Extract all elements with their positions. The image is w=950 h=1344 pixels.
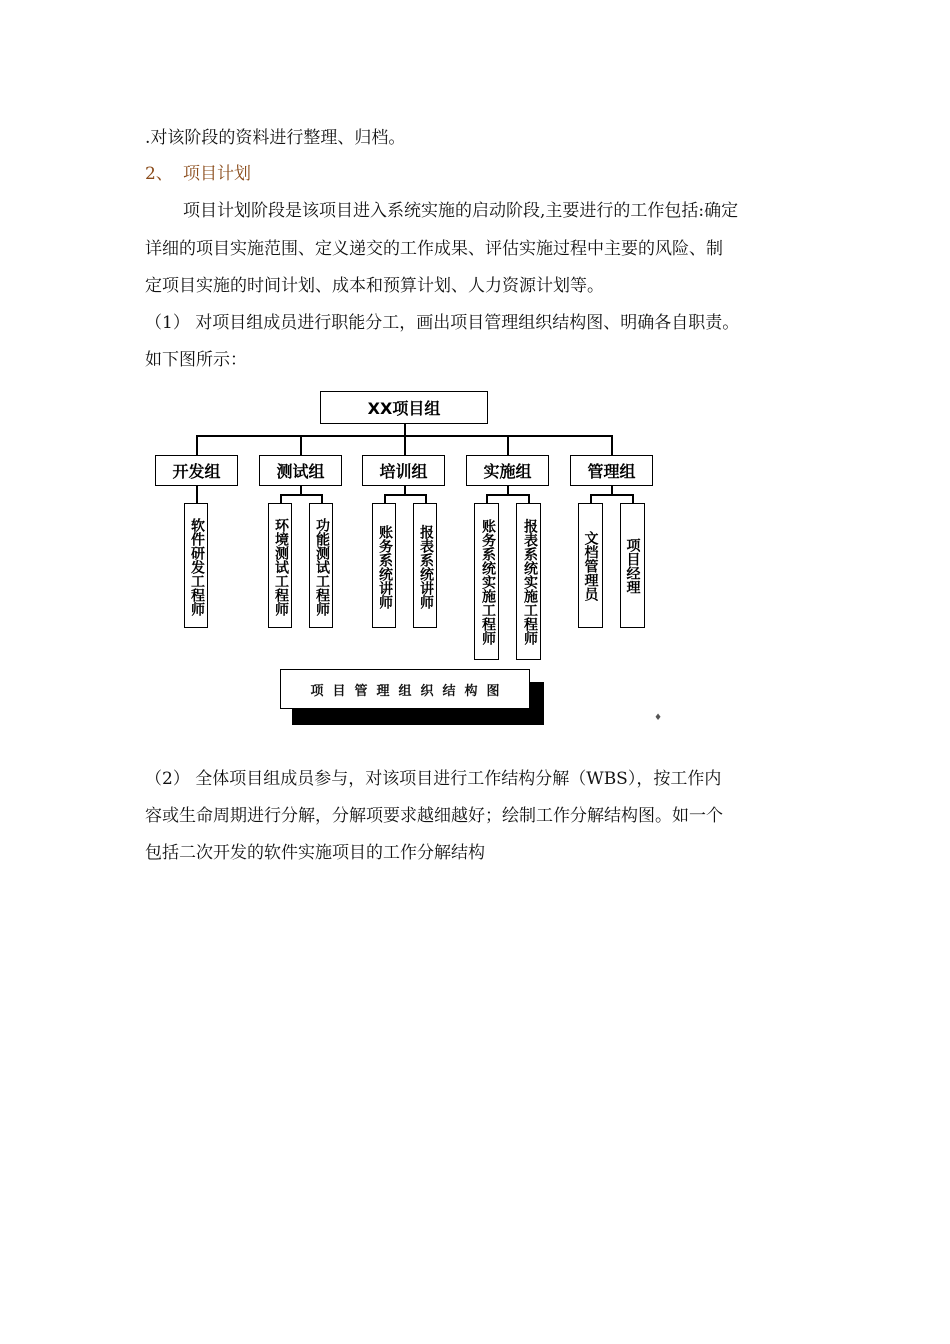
connector — [486, 494, 488, 503]
org-member-func-test: 功能测试工程师 — [309, 503, 333, 628]
connector — [300, 486, 302, 494]
org-member-project-manager: 项目经理 — [620, 503, 645, 628]
connector — [321, 494, 323, 503]
org-group-implementation: 实施组 — [466, 455, 549, 486]
connector — [528, 494, 530, 503]
org-member-doc-admin: 文档管理员 — [578, 503, 603, 628]
org-member-accounting-implementer: 账务系统实施工程师 — [474, 503, 499, 660]
paragraph-step1-line2: 如下图所示： — [145, 350, 247, 370]
connector — [280, 494, 282, 503]
connector — [196, 435, 198, 455]
connector — [611, 435, 613, 455]
org-chart-caption: 项目管理组织结构图 — [280, 669, 530, 709]
connector — [384, 494, 386, 503]
org-member-env-test: 环境测试工程师 — [268, 503, 292, 628]
connector — [632, 494, 634, 503]
org-group-management: 管理组 — [570, 455, 653, 486]
connector — [196, 486, 198, 503]
org-member-accounting-trainer: 账务系统讲师 — [372, 503, 396, 628]
paragraph-plan-line1: 项目计划阶段是该项目进入系统实施的启动阶段,主要进行的工作包括:确定 — [183, 201, 739, 221]
connector — [404, 435, 406, 455]
connector — [611, 486, 613, 494]
paragraph-archive: .对该阶段的资料进行整理、归档。 — [145, 128, 406, 148]
paragraph-plan-line2: 详细的项目实施范围、定义递交的工作成果、评估实施过程中主要的风险、制 — [145, 239, 723, 259]
org-member-report-implementer: 报表系统实施工程师 — [516, 503, 541, 660]
connector — [590, 494, 633, 496]
paragraph-step2-line3: 包括二次开发的软件实施项目的工作分解结构 — [145, 843, 485, 863]
paragraph-step2-line2: 容或生命周期进行分解，分解项要求越细越好；绘制工作分解结构图。如一个 — [145, 806, 723, 826]
connector — [486, 494, 529, 496]
paragraph-step1-line1: （1） 对项目组成员进行职能分工，画出项目管理组织结构图、明确各自职责。 — [145, 313, 740, 333]
connector — [404, 486, 406, 494]
connector — [425, 494, 427, 503]
connector — [590, 494, 592, 503]
paragraph-plan-line3: 定项目实施的时间计划、成本和预算计划、人力资源计划等。 — [145, 276, 604, 296]
connector — [384, 494, 426, 496]
connector — [280, 494, 322, 496]
section-number: 2、 — [145, 164, 173, 184]
connector — [300, 435, 302, 455]
anchor-mark: ♦ — [654, 713, 663, 723]
paragraph-step2-line1: （2） 全体项目组成员参与，对该项目进行工作结构分解（WBS），按工作内 — [145, 769, 722, 789]
connector — [507, 435, 509, 455]
org-root-box: XX项目组 — [320, 391, 488, 424]
org-member-report-trainer: 报表系统讲师 — [413, 503, 437, 628]
org-member-software-dev: 软件研发工程师 — [184, 503, 208, 628]
connector — [507, 486, 509, 494]
section-title: 项目计划 — [183, 164, 251, 184]
org-group-dev: 开发组 — [155, 455, 238, 486]
org-group-training: 培训组 — [362, 455, 445, 486]
org-group-test: 测试组 — [259, 455, 342, 486]
section-heading — [145, 162, 251, 186]
